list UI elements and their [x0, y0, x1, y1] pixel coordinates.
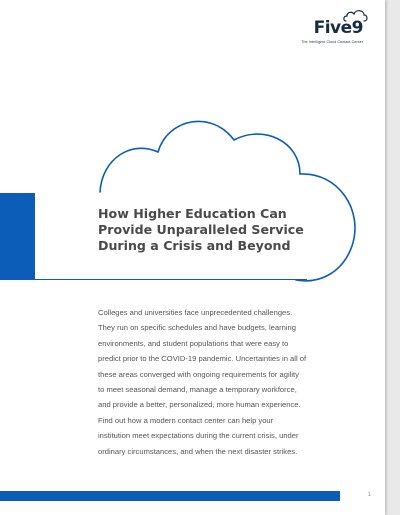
logo-tagline: The Intelligent Cloud Contact Center	[301, 40, 363, 44]
paragraph-line: predict prior to the COVID-19 pandemic. Uncertainties in all of	[98, 354, 307, 364]
document-title	[98, 206, 328, 253]
paragraph-line: to meet seasonal demand, manage a temporary workforce,	[98, 385, 297, 395]
title-line: During a Crisis and Beyond	[98, 237, 291, 253]
accent-bar-bottom	[0, 491, 340, 501]
paragraph-line: Find out how a modern contact center can help your	[98, 415, 274, 425]
paragraph-line: these areas converged with ongoing requirements for agility	[98, 369, 299, 379]
paragraph-line: They run on specific schedules and have budgets, learning	[98, 323, 296, 333]
title-divider	[35, 279, 307, 280]
paragraph-line: institution meet expectations during the current crisis, under	[98, 431, 299, 441]
page-number: 1	[368, 492, 371, 498]
paragraph-line: and provide a better, personalized, more human experience.	[98, 400, 301, 410]
logo-wordmark: Five9	[313, 18, 363, 38]
title-line: Provide Unparalleled Service	[98, 221, 304, 237]
intro-paragraph	[98, 305, 353, 459]
title-line: How Higher Education Can	[98, 206, 287, 221]
paragraph-line: ordinary circumstances, and when the next disaster strikes.	[98, 446, 298, 456]
paragraph-line: Colleges and universities face unprecedented challenges.	[98, 308, 293, 317]
paragraph-line: environments, and student populations that were easy to	[98, 338, 289, 348]
accent-bar-left	[0, 193, 35, 280]
